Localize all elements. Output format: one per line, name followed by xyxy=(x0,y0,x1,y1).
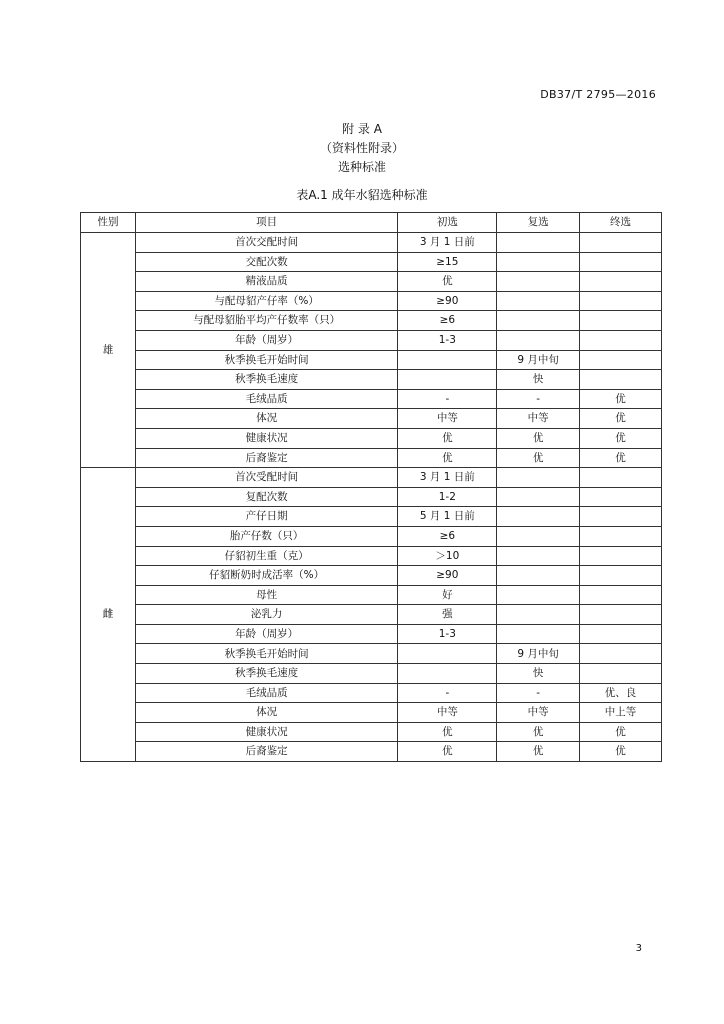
item-cell: 秋季换毛速度 xyxy=(135,664,398,684)
item-cell: 与配母貂胎平均产仔数率（只） xyxy=(135,311,398,331)
re-selection-cell xyxy=(497,468,580,488)
initial-selection-cell xyxy=(398,350,497,370)
initial-selection-cell xyxy=(398,370,497,390)
item-cell: 健康状况 xyxy=(135,428,398,448)
table-row xyxy=(81,409,662,429)
appendix-title: 附 录 A xyxy=(342,122,382,136)
final-selection-cell: 优 xyxy=(580,428,662,448)
final-selection-cell: 优 xyxy=(580,448,662,468)
final-selection-cell: 优、良 xyxy=(580,683,662,703)
initial-selection-cell: ≥90 xyxy=(398,566,497,586)
re-selection-cell: - xyxy=(497,683,580,703)
final-selection-cell xyxy=(580,330,662,350)
initial-selection-cell: 中等 xyxy=(398,703,497,723)
initial-selection-cell: 强 xyxy=(398,605,497,625)
table-row xyxy=(81,585,662,605)
re-selection-cell xyxy=(497,605,580,625)
initial-selection-cell: ≥90 xyxy=(398,291,497,311)
final-selection-cell xyxy=(580,664,662,684)
re-selection-cell: 中等 xyxy=(497,409,580,429)
page-number: 3 xyxy=(635,943,642,954)
sex-cell: 雄 xyxy=(81,233,136,468)
column-header: 复选 xyxy=(497,213,580,233)
table-row xyxy=(81,507,662,527)
table-row xyxy=(81,252,662,272)
final-selection-cell xyxy=(580,311,662,331)
table-row xyxy=(81,664,662,684)
table-header-row xyxy=(81,213,662,233)
initial-selection-cell: - xyxy=(398,683,497,703)
re-selection-cell: 优 xyxy=(497,448,580,468)
table-row xyxy=(81,448,662,468)
table-row xyxy=(81,330,662,350)
sex-cell: 雌 xyxy=(81,468,136,762)
item-cell: 后裔鉴定 xyxy=(135,448,398,468)
item-cell: 体况 xyxy=(135,409,398,429)
item-cell: 精液品质 xyxy=(135,272,398,292)
column-header: 性别 xyxy=(81,213,136,233)
table-row xyxy=(81,272,662,292)
item-cell: 健康状况 xyxy=(135,722,398,742)
re-selection-cell: 9 月中旬 xyxy=(497,350,580,370)
re-selection-cell: 优 xyxy=(497,428,580,448)
re-selection-cell xyxy=(497,546,580,566)
final-selection-cell xyxy=(580,585,662,605)
re-selection-cell xyxy=(497,507,580,527)
appendix-subtitle: 选种标准 xyxy=(337,160,386,174)
table-row xyxy=(81,370,662,390)
initial-selection-cell: 优 xyxy=(398,742,497,762)
initial-selection-cell xyxy=(398,664,497,684)
final-selection-cell xyxy=(580,526,662,546)
initial-selection-cell: ＞10 xyxy=(398,546,497,566)
re-selection-cell: 中等 xyxy=(497,703,580,723)
item-cell: 首次交配时间 xyxy=(135,233,398,253)
re-selection-cell: 9 月中旬 xyxy=(497,644,580,664)
item-cell: 年龄（周岁） xyxy=(135,330,398,350)
table-row xyxy=(81,311,662,331)
item-cell: 复配次数 xyxy=(135,487,398,507)
table-row xyxy=(81,644,662,664)
item-cell: 体况 xyxy=(135,703,398,723)
initial-selection-cell: 优 xyxy=(398,722,497,742)
re-selection-cell xyxy=(497,585,580,605)
initial-selection-cell: 1-3 xyxy=(398,330,497,350)
table-row xyxy=(81,526,662,546)
document-id: DB37/T 2795—2016 xyxy=(540,88,656,101)
table-body xyxy=(81,233,662,762)
table-row xyxy=(81,350,662,370)
initial-selection-cell: ≥6 xyxy=(398,526,497,546)
final-selection-cell xyxy=(580,350,662,370)
final-selection-cell xyxy=(580,566,662,586)
item-cell: 产仔日期 xyxy=(135,507,398,527)
table-row xyxy=(81,389,662,409)
final-selection-cell xyxy=(580,487,662,507)
final-selection-cell: 中上等 xyxy=(580,703,662,723)
initial-selection-cell: ≥6 xyxy=(398,311,497,331)
re-selection-cell xyxy=(497,291,580,311)
initial-selection-cell xyxy=(398,644,497,664)
re-selection-cell xyxy=(497,272,580,292)
table-row xyxy=(81,605,662,625)
item-cell: 秋季换毛开始时间 xyxy=(135,350,398,370)
initial-selection-cell: 优 xyxy=(398,428,497,448)
item-cell: 后裔鉴定 xyxy=(135,742,398,762)
initial-selection-cell: 好 xyxy=(398,585,497,605)
item-cell: 仔貂初生重（克） xyxy=(135,546,398,566)
table-row xyxy=(81,722,662,742)
final-selection-cell xyxy=(580,644,662,664)
item-cell: 年龄（周岁） xyxy=(135,624,398,644)
re-selection-cell xyxy=(497,330,580,350)
table-row xyxy=(81,291,662,311)
final-selection-cell xyxy=(580,468,662,488)
initial-selection-cell: 1-2 xyxy=(398,487,497,507)
final-selection-cell xyxy=(580,370,662,390)
item-cell: 首次受配时间 xyxy=(135,468,398,488)
table-row xyxy=(81,233,662,253)
item-cell: 秋季换毛速度 xyxy=(135,370,398,390)
column-header: 项目 xyxy=(135,213,398,233)
table-row xyxy=(81,624,662,644)
final-selection-cell xyxy=(580,272,662,292)
final-selection-cell: 优 xyxy=(580,722,662,742)
re-selection-cell: - xyxy=(497,389,580,409)
final-selection-cell xyxy=(580,605,662,625)
initial-selection-cell: 优 xyxy=(398,272,497,292)
table-row xyxy=(81,468,662,488)
re-selection-cell xyxy=(497,311,580,331)
item-cell: 仔貂断奶时成活率（%） xyxy=(135,566,398,586)
final-selection-cell xyxy=(580,291,662,311)
table-row xyxy=(81,742,662,762)
final-selection-cell: 优 xyxy=(580,742,662,762)
re-selection-cell xyxy=(497,624,580,644)
re-selection-cell: 快 xyxy=(497,370,580,390)
initial-selection-cell: 中等 xyxy=(398,409,497,429)
table-row xyxy=(81,487,662,507)
table-caption: 表A.1 成年水貂选种标准 xyxy=(296,188,428,202)
initial-selection-cell: 优 xyxy=(398,448,497,468)
appendix-type: （资料性附录） xyxy=(319,141,404,155)
item-cell: 母性 xyxy=(135,585,398,605)
re-selection-cell xyxy=(497,233,580,253)
re-selection-cell xyxy=(497,526,580,546)
initial-selection-cell: 1-3 xyxy=(398,624,497,644)
table-row xyxy=(81,428,662,448)
table-row xyxy=(81,683,662,703)
item-cell: 泌乳力 xyxy=(135,605,398,625)
item-cell: 与配母貂产仔率（%） xyxy=(135,291,398,311)
item-cell: 交配次数 xyxy=(135,252,398,272)
column-header: 初选 xyxy=(398,213,497,233)
column-header: 终选 xyxy=(580,213,662,233)
table-row xyxy=(81,566,662,586)
initial-selection-cell: 3 月 1 日前 xyxy=(398,468,497,488)
final-selection-cell xyxy=(580,233,662,253)
item-cell: 秋季换毛开始时间 xyxy=(135,644,398,664)
final-selection-cell xyxy=(580,546,662,566)
re-selection-cell xyxy=(497,487,580,507)
item-cell: 毛绒品质 xyxy=(135,389,398,409)
final-selection-cell: 优 xyxy=(580,409,662,429)
final-selection-cell xyxy=(580,252,662,272)
final-selection-cell: 优 xyxy=(580,389,662,409)
final-selection-cell xyxy=(580,624,662,644)
selection-standard-table xyxy=(80,212,662,762)
item-cell: 胎产仔数（只） xyxy=(135,526,398,546)
table-row xyxy=(81,546,662,566)
final-selection-cell xyxy=(580,507,662,527)
initial-selection-cell: ≥15 xyxy=(398,252,497,272)
re-selection-cell xyxy=(497,566,580,586)
appendix-heading xyxy=(0,120,724,177)
initial-selection-cell: 5 月 1 日前 xyxy=(398,507,497,527)
re-selection-cell: 优 xyxy=(497,722,580,742)
re-selection-cell: 快 xyxy=(497,664,580,684)
initial-selection-cell: 3 月 1 日前 xyxy=(398,233,497,253)
table-row xyxy=(81,703,662,723)
re-selection-cell: 优 xyxy=(497,742,580,762)
re-selection-cell xyxy=(497,252,580,272)
initial-selection-cell: - xyxy=(398,389,497,409)
item-cell: 毛绒品质 xyxy=(135,683,398,703)
